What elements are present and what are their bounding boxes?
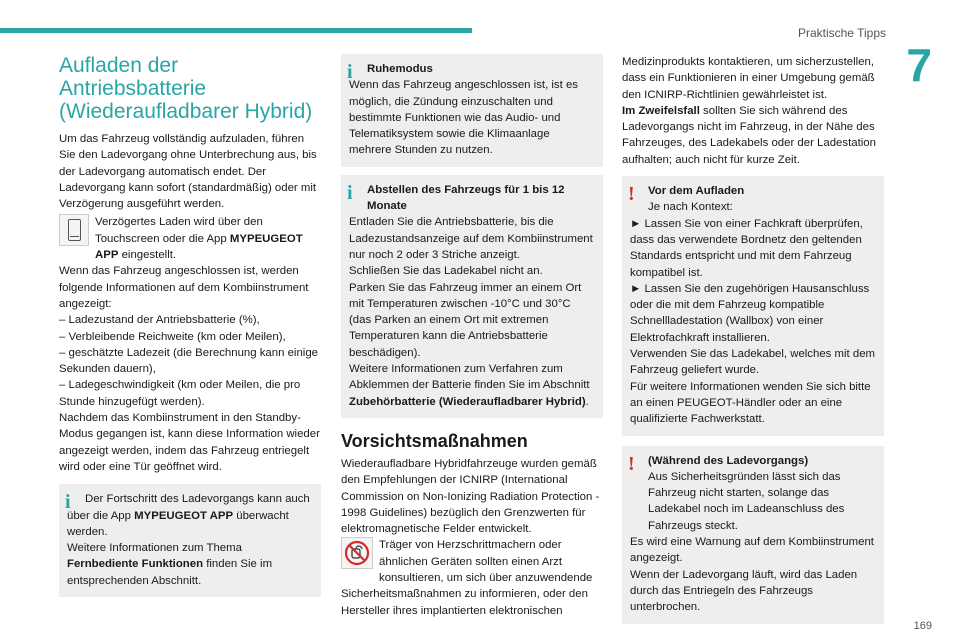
intro-paragraph: Um das Fahrzeug vollständig aufzuladen, führen Sie den Ladevorgang ohne Unterbrechung aus, bis der Ladevorgang automatisch endet. Der Ladevorgang kann sofort (standardmäßig) oder mit Verzögerung ausgeführt werden.: [59, 133, 317, 211]
info-icon: i: [65, 491, 71, 514]
column-2: [341, 54, 603, 619]
delayed-end: eingestellt.: [121, 249, 177, 262]
warning-box-during-charging: [622, 446, 884, 624]
page-number: 169: [913, 620, 932, 632]
list-item: – Verbleibende Reichweite (km oder Meilen),: [59, 330, 286, 343]
smartphone-icon: [59, 214, 89, 246]
warning-icon: !: [628, 183, 635, 206]
chapter-number: 7: [906, 39, 932, 91]
info-text: überwacht werden.: [67, 509, 289, 538]
doubt-bold: Im Zweifelsfall: [622, 104, 700, 117]
info-text: finden Sie im entsprechenden Abschnitt.: [67, 558, 273, 587]
pacemaker-text: Träger von Herzschrittmachern oder ähnlichen Geräten sollten einen Arzt konsultieren, um sich über anzuwendende Sicherheitsmaßnahmen zu informieren, oder den Hersteller ihres implantierten elektronischen: [341, 539, 593, 617]
warning-icon: !: [628, 452, 635, 475]
parking-ref-end: .: [585, 395, 589, 408]
doubt-text: sollten Sie sich während des Ladevorgangs nicht im Fahrzeug, in der Nähe des Fahrzeuges, des Ladekabels oder der Ladestation aufhalten; auch nicht für kurze Zeit.: [622, 104, 876, 166]
precautions-text: Wiederaufladbare Hybridfahrzeuge wurden gemäß den Empfehlungen der ICNIRP (International Commission on Non-Ionizing Radiation Protection - 1998 Guidelines) bezüglich den Grenzwerten für elektromagnetische Felder entwickelt.: [341, 457, 600, 536]
info-text: Weitere Informationen zum Thema: [67, 542, 242, 555]
info-box-rest-mode: [341, 54, 603, 167]
parking-text: [349, 361, 595, 410]
list-item: – geschätzte Ladezeit (die Berechnung kann einige Sekunden dauern),: [59, 346, 319, 376]
info-icon: i: [347, 181, 353, 204]
standby-paragraph: Nachdem das Kombiinstrument in den Standby-Modus gegangen ist, kann diese Information wieder angezeigt werden, indem das Fahrzeug entriegelt wird oder eine Tür geöffnet wird.: [59, 412, 320, 473]
warning-text: ► Lassen Sie den zugehörigen Hausanschluss oder die mit dem Fahrzeug kompatible Schnellladestation (Wallbox) von einer Elektrofachkraft installieren.: [630, 282, 870, 344]
precautions-heading: Vorsichtsmaßnahmen: [341, 430, 528, 451]
column-1: [59, 54, 321, 597]
delayed-charging-block: [59, 214, 321, 263]
warning-title: Vor dem Aufladen: [648, 185, 745, 198]
warning-box-before-charging: [622, 176, 884, 435]
app-name: MYPEUGEOT APP: [134, 509, 234, 522]
no-pacemaker-icon: [341, 537, 373, 569]
list-item: – Ladezustand der Antriebsbatterie (%),: [59, 314, 260, 327]
delayed-text: Verzögertes Laden wird über den Touchscreen oder die App: [95, 216, 263, 245]
continued-text: Medizinprodukts kontaktieren, um sicherzustellen, dass ein Funktionieren in einer Umgebung gemäß den ICNIRP-Richtlinien gewährleistet ist.: [622, 56, 875, 101]
parking-ref-bold: Zubehörbatterie (Wiederaufladbarer Hybrid): [349, 395, 586, 408]
rest-mode-title: Ruhemodus: [367, 63, 433, 75]
warning-text: Für weitere Informationen wenden Sie sich bitte an einen PEUGEOT-Händler oder an eine qualifizierte Fachwerkstatt.: [630, 380, 871, 426]
parking-ref-text: Weitere Informationen zum Verfahren zum Abklemmen der Batterie finden Sie im Abschnitt: [349, 363, 590, 392]
connected-intro: Wenn das Fahrzeug angeschlossen ist, werden folgende Informationen auf dem Kombiinstrument angezeigt:: [59, 265, 309, 310]
warning-text: Verwenden Sie das Ladekabel, welches mit dem Fahrzeug geliefert wurde.: [630, 348, 876, 377]
pacemaker-block: [341, 537, 603, 618]
warning-text: ► Lassen Sie von einer Fachkraft überprüfen, dass das verwendete Bordnetz den geltenden Standards entspricht und mit dem Fahrzeug kompatibel ist.: [630, 217, 863, 279]
parking-title: Abstellen des Fahrzeugs für 1 bis 12 Monate: [367, 183, 565, 213]
warning-text: Aus Sicherheitsgründen lässt sich das Fahrzeug nicht starten, solange das Ladekabel noch im Ladeanschluss des Fahrzeugs steckt.: [648, 470, 845, 532]
app-name: MYPEUGEOT APP: [95, 232, 303, 262]
warning-text: Es wird eine Warnung auf dem Kombiinstrument angezeigt.: [630, 536, 874, 565]
list-item: – Ladegeschwindigkeit (km oder Meilen, die pro Stunde hinzugefügt werden).: [59, 379, 301, 408]
rest-mode-text: Wenn das Fahrzeug angeschlossen ist, ist es möglich, die Zündung einzuschalten und bestimmte Funktionen wie das Audio- und Telematiksystem sowie die Klimaanlage mehrere Stunden zu nutzen.: [349, 79, 578, 157]
parking-text: Parken Sie das Fahrzeug immer an einem Ort mit Temperaturen zwischen -10°C und 30°C (das Parken an einem Ort mit extremen Temperaturen kann die Antriebsbatterie beschädigen).: [349, 281, 582, 359]
page-title: Aufladen der Antriebsbatterie (Wiederaufladbarer Hybrid): [59, 54, 313, 123]
parking-text: Entladen Sie die Antriebsbatterie, bis die Ladezustandsanzeige auf dem Kombiinstrument nur noch 2 oder 3 Striche anzeigt.: [349, 216, 593, 261]
warning-text: Wenn der Ladevorgang läuft, wird das Laden durch das Entriegeln des Fahrzeugs unterbrochen.: [630, 568, 858, 614]
info-box-remote: [59, 484, 321, 597]
doubt-paragraph: [622, 103, 884, 168]
warning-title: (Während des Ladevorgangs): [648, 454, 809, 467]
column-3: [622, 54, 884, 624]
info-box-parking: [341, 175, 603, 418]
info-icon: i: [347, 61, 353, 83]
header-accent-bar: [0, 28, 472, 33]
parking-text: Schließen Sie das Ladekabel nicht an.: [349, 265, 543, 278]
info-text: Der Fortschritt des Ladevorgangs kann auch über die App: [67, 493, 310, 522]
info-link-bold: Fernbediente Funktionen: [67, 558, 204, 571]
warning-context: Je nach Kontext:: [648, 201, 733, 214]
section-title: Praktische Tipps: [797, 26, 886, 40]
